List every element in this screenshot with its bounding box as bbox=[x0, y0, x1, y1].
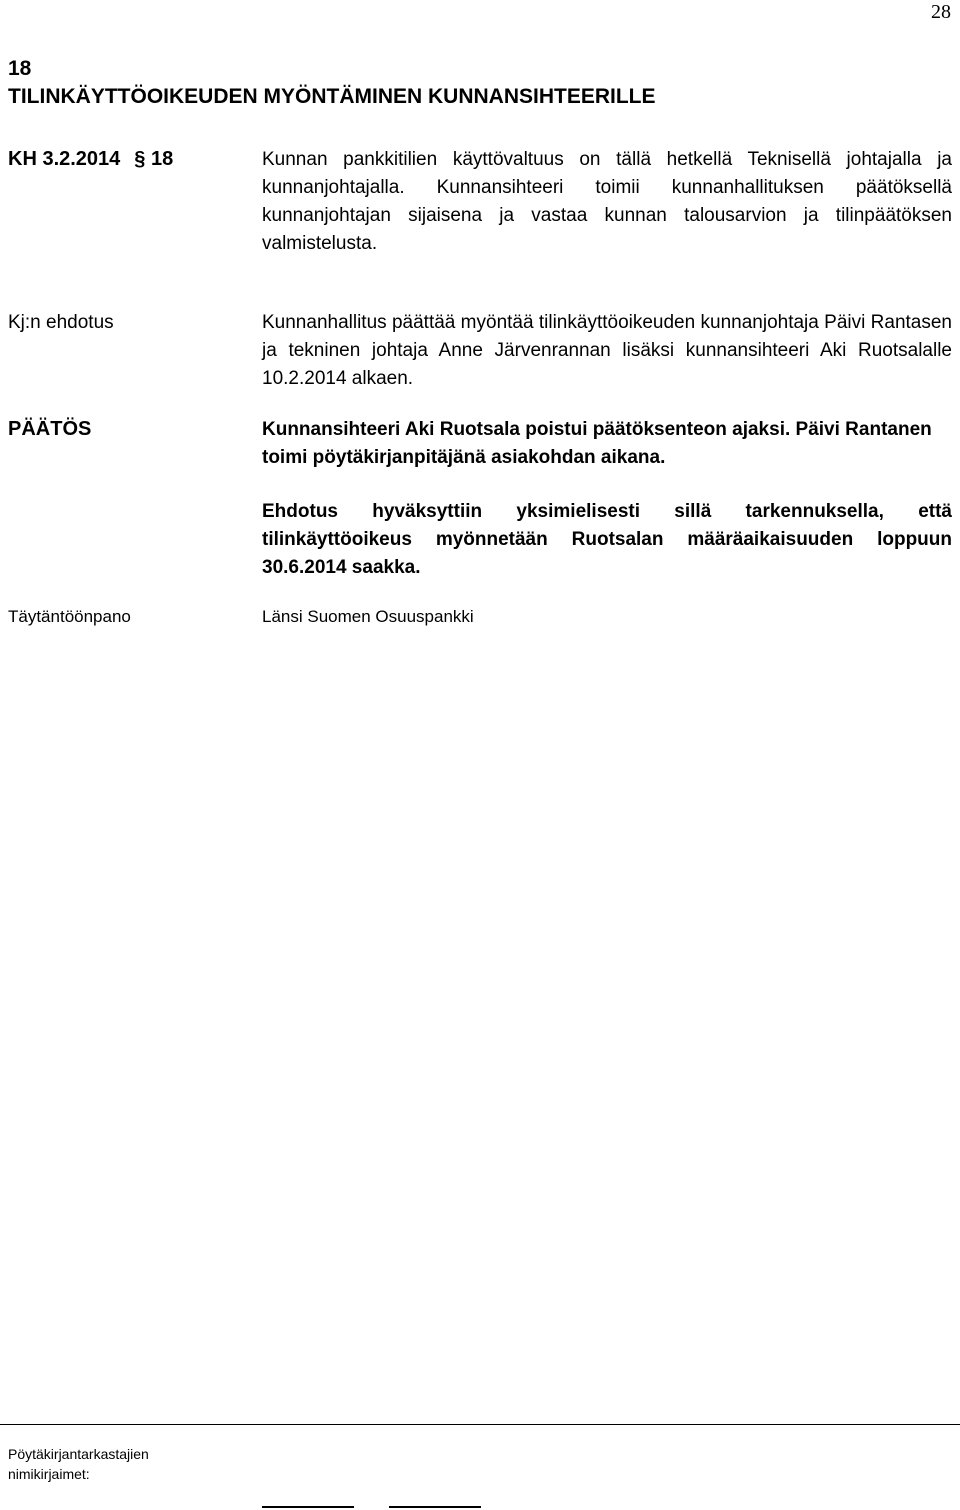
section-title: TILINKÄYTTÖOIKEUDEN MYÖNTÄMINEN KUNNANSIHTEERILLE bbox=[8, 85, 656, 108]
proposal-text: Kunnanhallitus päättää myöntää tilinkäyttöoikeuden kunnanjohtaja Päivi Rantasen ja tekninen johtaja Anne Järvenrannan lisäksi kunnansihteeri Aki Ruotsalalle 10.2.2014 alkaen. bbox=[262, 312, 952, 389]
footer-label bbox=[8, 1444, 149, 1484]
decision-text: Kunnansihteeri Aki Ruotsala poistui päätöksenteon ajaksi. Päivi Rantanen toimi pöytäkirjanpitäjänä asiakohdan aikana. bbox=[262, 419, 932, 468]
footer-rule bbox=[0, 1424, 960, 1425]
section-number: 18 bbox=[8, 57, 32, 80]
page-number: 28 bbox=[931, 1, 951, 23]
decision-label: PÄÄTÖS bbox=[8, 418, 92, 440]
background-text: Kunnan pankkitilien käyttövaltuus on tällä hetkellä Teknisellä johtajalla ja kunnanjohtajalla. Kunnansihteeri toimii kunnanhallituksen päätöksellä kunnanjohtajan sijaisena ja vastaa kunnan talousarvion ja tilinpäätöksen valmistelusta. bbox=[262, 149, 952, 254]
initials-line-1 bbox=[262, 1506, 354, 1508]
footer-label-line1: Pöytäkirjantarkastajien bbox=[8, 1446, 149, 1462]
section-sign-icon: § bbox=[134, 148, 146, 170]
initials-line-2 bbox=[389, 1506, 481, 1508]
execution-label: Täytäntöönpano bbox=[8, 607, 131, 626]
meeting-reference-label: KH 3.2.2014 bbox=[8, 148, 121, 170]
proposal-label: Kj:n ehdotus bbox=[8, 312, 114, 333]
meeting-reference-number: 18 bbox=[150, 148, 174, 170]
decision-text-approval: Ehdotus hyväksyttiin yksimielisesti sillä tarkennuksella, että tilinkäyttöoikeus myönnetään Ruotsalan määräaikaisuuden loppuun 30.6.2014 saakka. bbox=[262, 501, 952, 578]
footer-label-line2: nimikirjaimet: bbox=[8, 1466, 90, 1482]
meeting-reference bbox=[8, 148, 173, 171]
execution-text: Länsi Suomen Osuuspankki bbox=[262, 607, 474, 626]
